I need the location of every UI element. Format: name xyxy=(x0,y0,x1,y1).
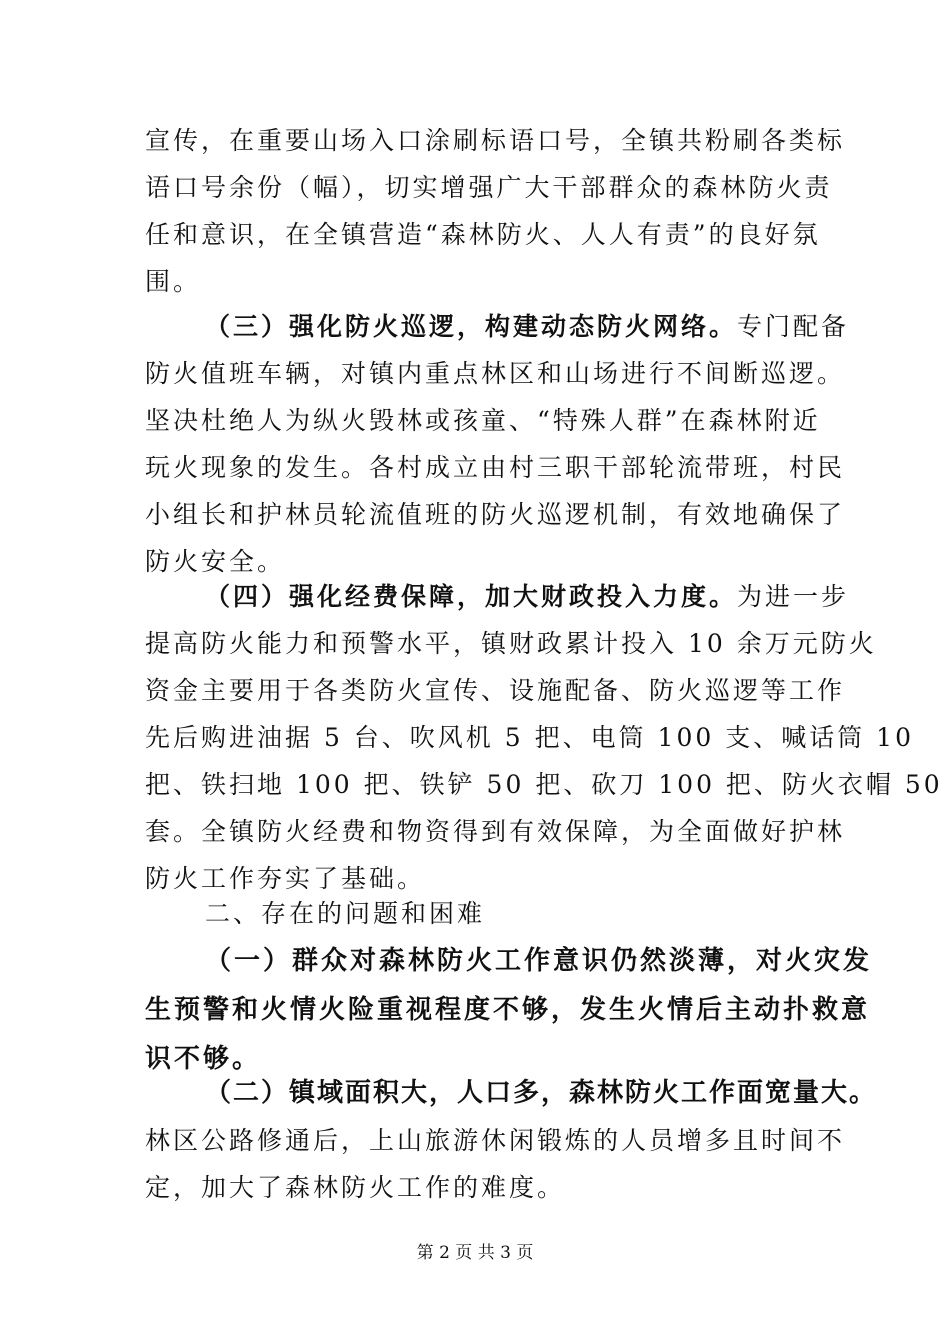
section-heading: 二、存在的问题和困难 xyxy=(205,899,486,928)
text-line: 定，加大了森林防火工作的难度。 xyxy=(145,1173,566,1202)
text-run: 专门配备 xyxy=(737,312,850,341)
text-line xyxy=(145,303,850,350)
text-line: 小组长和护林员轮流值班的防火巡逻机制，有效地确保了 xyxy=(145,500,846,529)
paragraph-publicity xyxy=(145,117,846,305)
text-line: 防火安全。 xyxy=(145,547,286,576)
page-number-footer: 第 2 页 共 3 页 xyxy=(416,1243,534,1263)
paragraph-funding xyxy=(145,573,943,902)
text-line: 任和意识，在全镇营造“森林防火、人人有责”的良好氛 xyxy=(145,220,821,249)
text-line: 防火工作夯实了基础。 xyxy=(145,864,426,893)
text-line: 提高防火能力和预警水平，镇财政累计投入 10 余万元防火 xyxy=(145,629,877,658)
paragraph-title: （三）强化防火巡逻，构建动态防火网络。 xyxy=(205,312,738,341)
paragraph-area xyxy=(145,1070,878,1211)
text-line: 把、铁扫地 100 把、铁铲 50 把、砍刀 100 把、防火衣帽 50 xyxy=(145,770,943,799)
paragraph-title: （四）强化经费保障，加大财政投入力度。 xyxy=(205,582,738,611)
text-line: 防火值班车辆，对镇内重点林区和山场进行不间断巡逻。 xyxy=(145,359,846,388)
text-line: 围。 xyxy=(145,267,202,296)
text-line: （一）群众对森林防火工作意识仍然淡薄，对火灾发 xyxy=(205,946,873,976)
text-line: 生预警和火情火险重视程度不够，发生火情后主动扑救意 xyxy=(145,995,871,1025)
text-line xyxy=(145,573,850,620)
text-line: 资金主要用于各类防火宣传、设施配备、防火巡逻等工作 xyxy=(145,676,846,705)
paragraph-awareness xyxy=(145,937,873,1084)
paragraph-title: （二）镇域面积大，人口多，森林防火工作面宽量大。 xyxy=(205,1078,878,1108)
text-line: 套。全镇防火经费和物资得到有效保障，为全面做好护林 xyxy=(145,817,846,846)
text-line: 宣传，在重要山场入口涂刷标语口号，全镇共粉刷各类标 xyxy=(145,126,846,155)
text-line: 语口号余份（幅），切实增强广大干部群众的森林防火责 xyxy=(145,173,833,202)
text-run: 为进一步 xyxy=(737,582,850,611)
text-line: 玩火现象的发生。各村成立由村三职干部轮流带班，村民 xyxy=(145,453,846,482)
text-line: 坚决杜绝人为纵火毁林或孩童、“特殊人群”在森林附近 xyxy=(145,406,821,435)
text-line: 先后购进油据 5 台、吹风机 5 把、电筒 100 支、喊话筒 10 xyxy=(145,723,914,752)
paragraph-patrol xyxy=(145,303,850,585)
text-line: 识不够。 xyxy=(145,1044,262,1074)
text-line: 林区公路修通后，上山旅游休闲锻炼的人员增多且时间不 xyxy=(145,1126,846,1155)
